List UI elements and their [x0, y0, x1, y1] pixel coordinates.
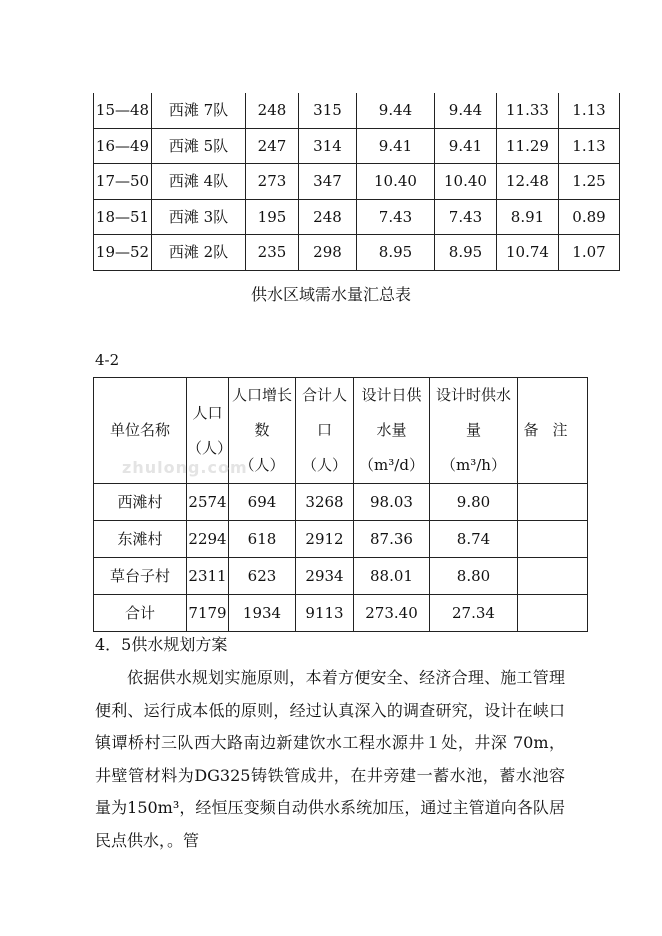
cell-value: 11.29	[497, 128, 559, 164]
cell-value: 98.03	[354, 484, 430, 521]
cell-value: 8.95	[357, 235, 435, 271]
cell-value: 195	[246, 199, 299, 235]
cell-remark	[518, 558, 588, 595]
cell-value: 7.43	[435, 199, 497, 235]
cell-value: 2934	[296, 558, 354, 595]
watermark: zhulong.com	[122, 458, 248, 477]
cell-value: 2574	[187, 484, 229, 521]
cell-code: 16—49	[94, 128, 152, 164]
cell-value: 9.80	[430, 484, 518, 521]
cell-value: 0.89	[559, 199, 620, 235]
table-row	[94, 199, 620, 235]
cell-remark	[518, 595, 588, 632]
cell-value: 10.74	[497, 235, 559, 271]
cell-value: 2294	[187, 521, 229, 558]
water-supply-summary-table	[93, 377, 588, 632]
cell-value: 8.91	[497, 199, 559, 235]
header-daily-supply: 设计日供 水量 （m³/d）	[354, 378, 430, 484]
cell-unit: 草台子村	[94, 558, 187, 595]
table-number: 4-2	[95, 351, 120, 369]
cell-value: 27.34	[430, 595, 518, 632]
cell-value: 273.40	[354, 595, 430, 632]
cell-value: 1.13	[559, 128, 620, 164]
cell-value: 298	[299, 235, 357, 271]
cell-value: 9.41	[435, 128, 497, 164]
cell-remark	[518, 484, 588, 521]
cell-value: 11.33	[497, 93, 559, 128]
table-caption: 供水区域需水量汇总表	[250, 285, 411, 304]
water-demand-table-continued	[93, 93, 620, 271]
cell-value: 315	[299, 93, 357, 128]
header-population: 人口 （人）	[187, 378, 229, 484]
cell-value: 623	[229, 558, 296, 595]
cell-value: 9.41	[357, 128, 435, 164]
cell-team: 西滩 3队	[152, 199, 246, 235]
cell-value: 618	[229, 521, 296, 558]
header-growth: 人口增长 数 （人）	[229, 378, 296, 484]
cell-value: 347	[299, 164, 357, 200]
section-heading: 4．5供水规划方案	[95, 635, 228, 654]
cell-value: 235	[246, 235, 299, 271]
cell-value: 88.01	[354, 558, 430, 595]
cell-value: 8.80	[430, 558, 518, 595]
cell-value: 8.95	[435, 235, 497, 271]
cell-value: 247	[246, 128, 299, 164]
table-row-total	[94, 595, 588, 632]
cell-value: 1.13	[559, 93, 620, 128]
cell-value: 314	[299, 128, 357, 164]
cell-value: 1.07	[559, 235, 620, 271]
cell-value: 7.43	[357, 199, 435, 235]
table-row	[94, 521, 588, 558]
cell-unit: 西滩村	[94, 484, 187, 521]
cell-value: 87.36	[354, 521, 430, 558]
cell-value: 248	[246, 93, 299, 128]
cell-value: 1.25	[559, 164, 620, 200]
cell-value: 694	[229, 484, 296, 521]
cell-team: 西滩 5队	[152, 128, 246, 164]
cell-value: 273	[246, 164, 299, 200]
table-row	[94, 128, 620, 164]
cell-team: 西滩 7队	[152, 93, 246, 128]
header-remark: 备注	[518, 378, 588, 484]
cell-value: 1934	[229, 595, 296, 632]
cell-value: 9.44	[357, 93, 435, 128]
cell-value: 9113	[296, 595, 354, 632]
cell-value: 2311	[187, 558, 229, 595]
cell-team: 西滩 2队	[152, 235, 246, 271]
cell-value: 2912	[296, 521, 354, 558]
table-row	[94, 558, 588, 595]
header-hourly-supply: 设计时供水 量 （m³/h）	[430, 378, 518, 484]
cell-unit: 东滩村	[94, 521, 187, 558]
cell-code: 19—52	[94, 235, 152, 271]
cell-unit: 合计	[94, 595, 187, 632]
header-unit-name: 单位名称	[94, 378, 187, 484]
cell-team: 西滩 4队	[152, 164, 246, 200]
cell-value: 9.44	[435, 93, 497, 128]
cell-code: 17—50	[94, 164, 152, 200]
table-row	[94, 235, 620, 271]
table-row	[94, 484, 588, 521]
cell-value: 7179	[187, 595, 229, 632]
cell-remark	[518, 521, 588, 558]
cell-value: 248	[299, 199, 357, 235]
cell-value: 12.48	[497, 164, 559, 200]
cell-value: 8.74	[430, 521, 518, 558]
table-row	[94, 93, 620, 128]
cell-code: 18—51	[94, 199, 152, 235]
body-paragraph: 依据供水规划实施原则，本着方便安全、经济合理、施工管理便利、运行成本低的原则，经过认真深入的调查研究，设计在峡口镇谭桥村三队西大路南边新建饮水工程水源井１处，井深 70m，井壁管材料为DG325铸铁管成井，在井旁建一蓄水池，蓄水池容量为150m³，经恒压变频自动供水系统加压，通过主管道向各队居民点供水，。管	[95, 668, 565, 850]
header-total: 合计人 口 （人）	[296, 378, 354, 484]
cell-code: 15—48	[94, 93, 152, 128]
cell-value: 10.40	[357, 164, 435, 200]
cell-value: 10.40	[435, 164, 497, 200]
cell-value: 3268	[296, 484, 354, 521]
table-row	[94, 164, 620, 200]
